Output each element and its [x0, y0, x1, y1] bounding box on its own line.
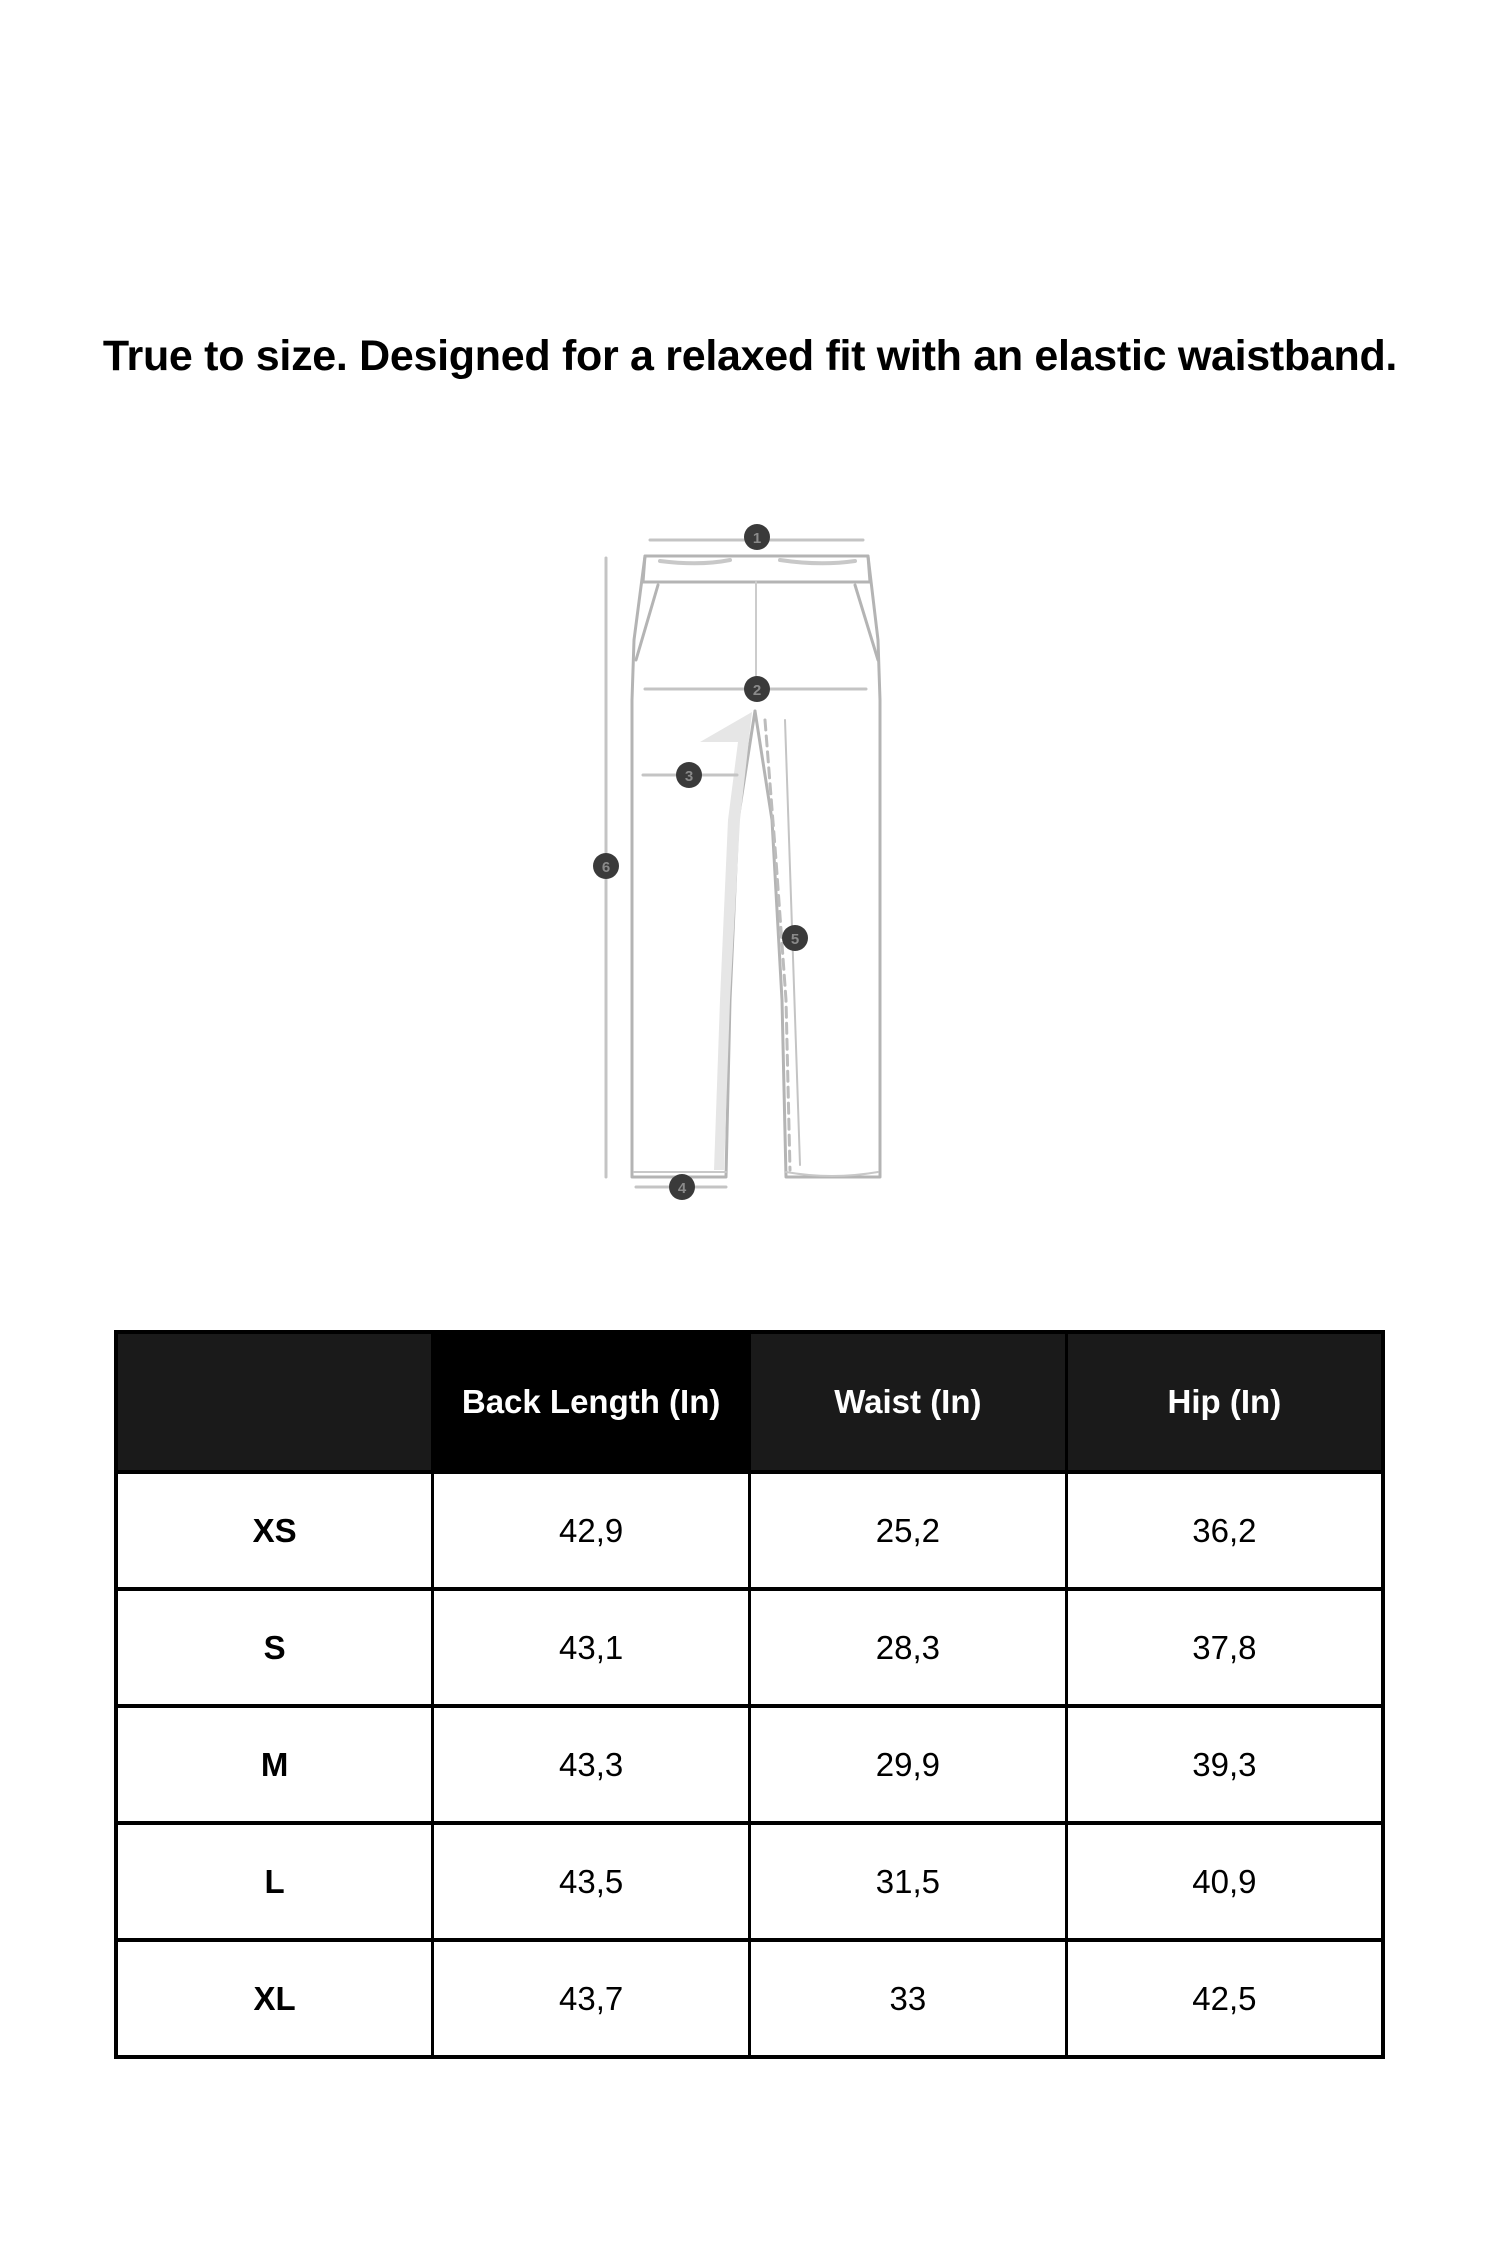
back-length-value: 43,3: [433, 1706, 750, 1823]
size-label: S: [116, 1589, 433, 1706]
right-leg-outline: [752, 556, 880, 1177]
table-header-row: [116, 1332, 1383, 1472]
waist-value: 28,3: [750, 1589, 1067, 1706]
waist-value: 33: [750, 1940, 1067, 2057]
table-row: [116, 1472, 1383, 1589]
back-length-value: 43,1: [433, 1589, 750, 1706]
svg-text:2: 2: [752, 682, 762, 699]
hip-value: 39,3: [1066, 1706, 1383, 1823]
table-row: [116, 1823, 1383, 1940]
waist-value: 31,5: [750, 1823, 1067, 1940]
hip-value: 36,2: [1066, 1472, 1383, 1589]
marker-2-icon: [744, 676, 770, 702]
marker-4-icon: [669, 1174, 695, 1200]
size-label: M: [116, 1706, 433, 1823]
header-size-column: [116, 1332, 433, 1472]
header-waist: Waist (In): [750, 1332, 1067, 1472]
hip-value: 37,8: [1066, 1589, 1383, 1706]
back-length-value: 42,9: [433, 1472, 750, 1589]
svg-text:5: 5: [790, 931, 800, 948]
marker-1-icon: [744, 524, 770, 550]
back-length-value: 43,5: [433, 1823, 750, 1940]
size-chart-table: [114, 1330, 1385, 2059]
header-back-length: Back Length (In): [433, 1332, 750, 1472]
marker-6-icon: [593, 853, 619, 879]
size-label: XS: [116, 1472, 433, 1589]
size-label: L: [116, 1823, 433, 1940]
svg-text:1: 1: [752, 530, 762, 547]
marker-5-icon: [782, 925, 808, 951]
svg-text:3: 3: [684, 768, 694, 785]
waist-value: 25,2: [750, 1472, 1067, 1589]
svg-text:4: 4: [677, 1180, 687, 1197]
fold-shading: [700, 712, 752, 1170]
table-row: [116, 1940, 1383, 2057]
hip-value: 42,5: [1066, 1940, 1383, 2057]
fit-description-heading: True to size. Designed for a relaxed fit with an elastic waistband.: [102, 332, 1398, 380]
table-row: [116, 1589, 1383, 1706]
waistband-outline: [643, 556, 870, 582]
marker-3-icon: [676, 762, 702, 788]
size-label: XL: [116, 1940, 433, 2057]
back-length-value: 43,7: [433, 1940, 750, 2057]
hip-value: 40,9: [1066, 1823, 1383, 1940]
waist-value: 29,9: [750, 1706, 1067, 1823]
header-hip: Hip (In): [1066, 1332, 1383, 1472]
table-row: [116, 1706, 1383, 1823]
svg-text:6: 6: [601, 859, 611, 876]
